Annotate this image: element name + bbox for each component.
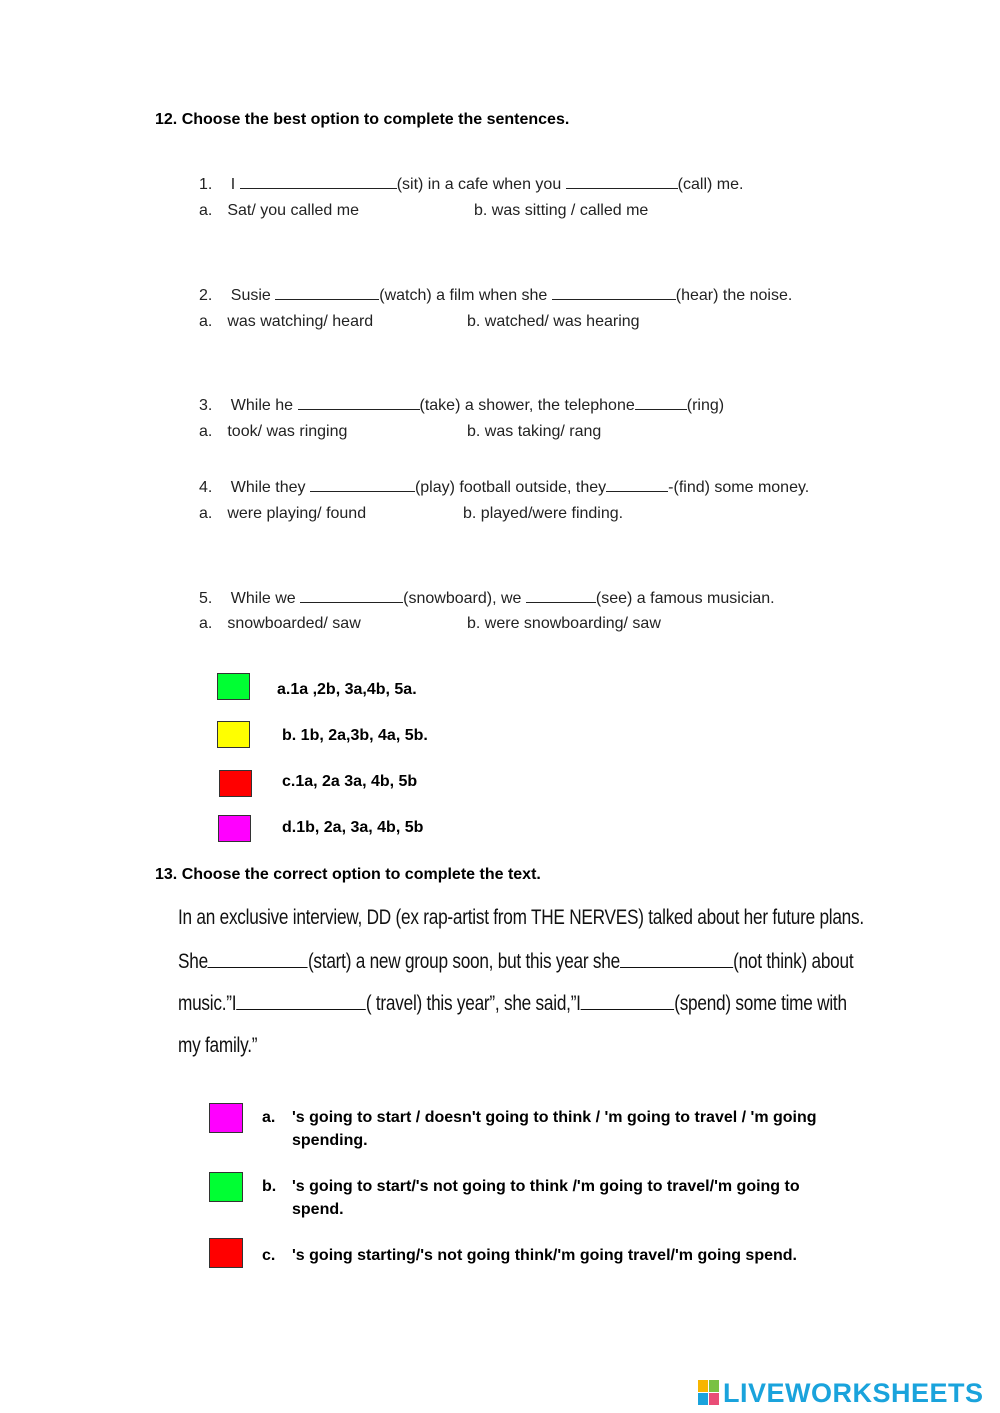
passage-line-2: She (start) a new group soon, but this year she (not think) about [178,950,854,973]
answer13-label-a: a. [262,1109,276,1126]
blank-2b[interactable] [552,285,676,300]
blank-5b[interactable] [526,588,596,603]
answer-box-d[interactable] [218,815,251,842]
blank-4b[interactable] [606,477,668,492]
q12-sentence-5: 5. While we (snowboard), we (see) a famous musician. [199,590,775,607]
q12-option-3b: b. was taking/ rang [467,423,602,440]
liveworksheets-logo [698,1378,984,1408]
q12-option-5b: b. were snowboarding/ saw [467,615,661,632]
question-13-title: 13. Choose the correct option to complete the text. [155,866,541,883]
answer-text-b: b. 1b, 2a,3b, 4a, 5b. [282,727,428,744]
answer-text-d: d.1b, 2a, 3a, 4b, 5b [282,819,424,836]
item-number: 4. [199,479,213,496]
blank-3a[interactable] [298,395,420,410]
answer13-text-a: 's going to start / doesn't going to think / 'm going to travel / 'm going spending. [292,1109,817,1149]
answer13-box-a[interactable] [209,1103,243,1133]
passage-blank-2[interactable] [620,949,733,968]
answer-text-c: c.1a, 2a 3a, 4b, 5b [282,773,418,790]
q12-sentence-1: 1. I (sit) in a cafe when you (call) me. [199,176,744,193]
passage-blank-3[interactable] [236,991,366,1010]
answer13-box-c[interactable] [209,1238,243,1268]
answer13-text-c: 's going starting/'s not going think/'m going travel/'m going spend. [292,1247,797,1264]
q12-option-4b: b. played/were finding. [463,505,624,522]
answer13-label-c: c. [262,1247,276,1264]
blank-2a[interactable] [275,285,379,300]
q12-option-3a: a. took/ was ringing [199,423,348,440]
passage-line-3: music.”I ( travel) this year”, she said,”I (spend) some time with [178,992,847,1015]
blank-4a[interactable] [310,477,415,492]
answer-box-c[interactable] [219,770,252,797]
item-number: 1. [199,176,213,193]
blank-3b[interactable] [635,395,687,410]
blank-1b[interactable] [566,174,678,189]
q12-option-5a: a. snowboarded/ saw [199,615,361,632]
logo-text: LIVEWORKSHEETS [723,1377,984,1408]
passage-blank-4[interactable] [581,991,674,1010]
q12-option-1b: b. was sitting / called me [474,202,649,219]
q12-sentence-3: 3. While he (take) a shower, the telephone (ring) [199,397,725,414]
answer-box-a[interactable] [217,673,250,700]
q12-sentence-2: 2. Susie (watch) a film when she (hear) the noise. [199,287,793,304]
answer13-label-b: b. [262,1178,277,1195]
q12-option-4a: a. were playing/ found [199,505,367,522]
logo-mark-icon [698,1380,720,1406]
answer13-text-b: 's going to start/'s not going to think /'m going to travel/'m going to spend. [292,1178,800,1218]
q12-sentence-4: 4. While they (play) football outside, they -(find) some money. [199,479,810,496]
answer-box-b[interactable] [217,721,250,748]
passage-blank-1[interactable] [208,949,308,968]
passage-line-1: In an exclusive interview, DD (ex rap-artist from THE NERVES) talked about her future plans. [178,906,864,929]
item-number: 5. [199,590,213,607]
item-number: 3. [199,397,213,414]
answer13-box-b[interactable] [209,1172,243,1202]
q12-option-2a: a. was watching/ heard [199,313,374,330]
answer-text-a: a.1a ,2b, 3a,4b, 5a. [277,681,417,698]
q12-option-2b: b. watched/ was hearing [467,313,640,330]
question-12-title: 12. Choose the best option to complete the sentences. [155,111,570,128]
blank-5a[interactable] [300,588,403,603]
passage-line-4: my family.” [178,1034,258,1057]
blank-1a[interactable] [240,174,397,189]
q12-option-1a: a. Sat/ you called me [199,202,359,219]
item-number: 2. [199,287,213,304]
